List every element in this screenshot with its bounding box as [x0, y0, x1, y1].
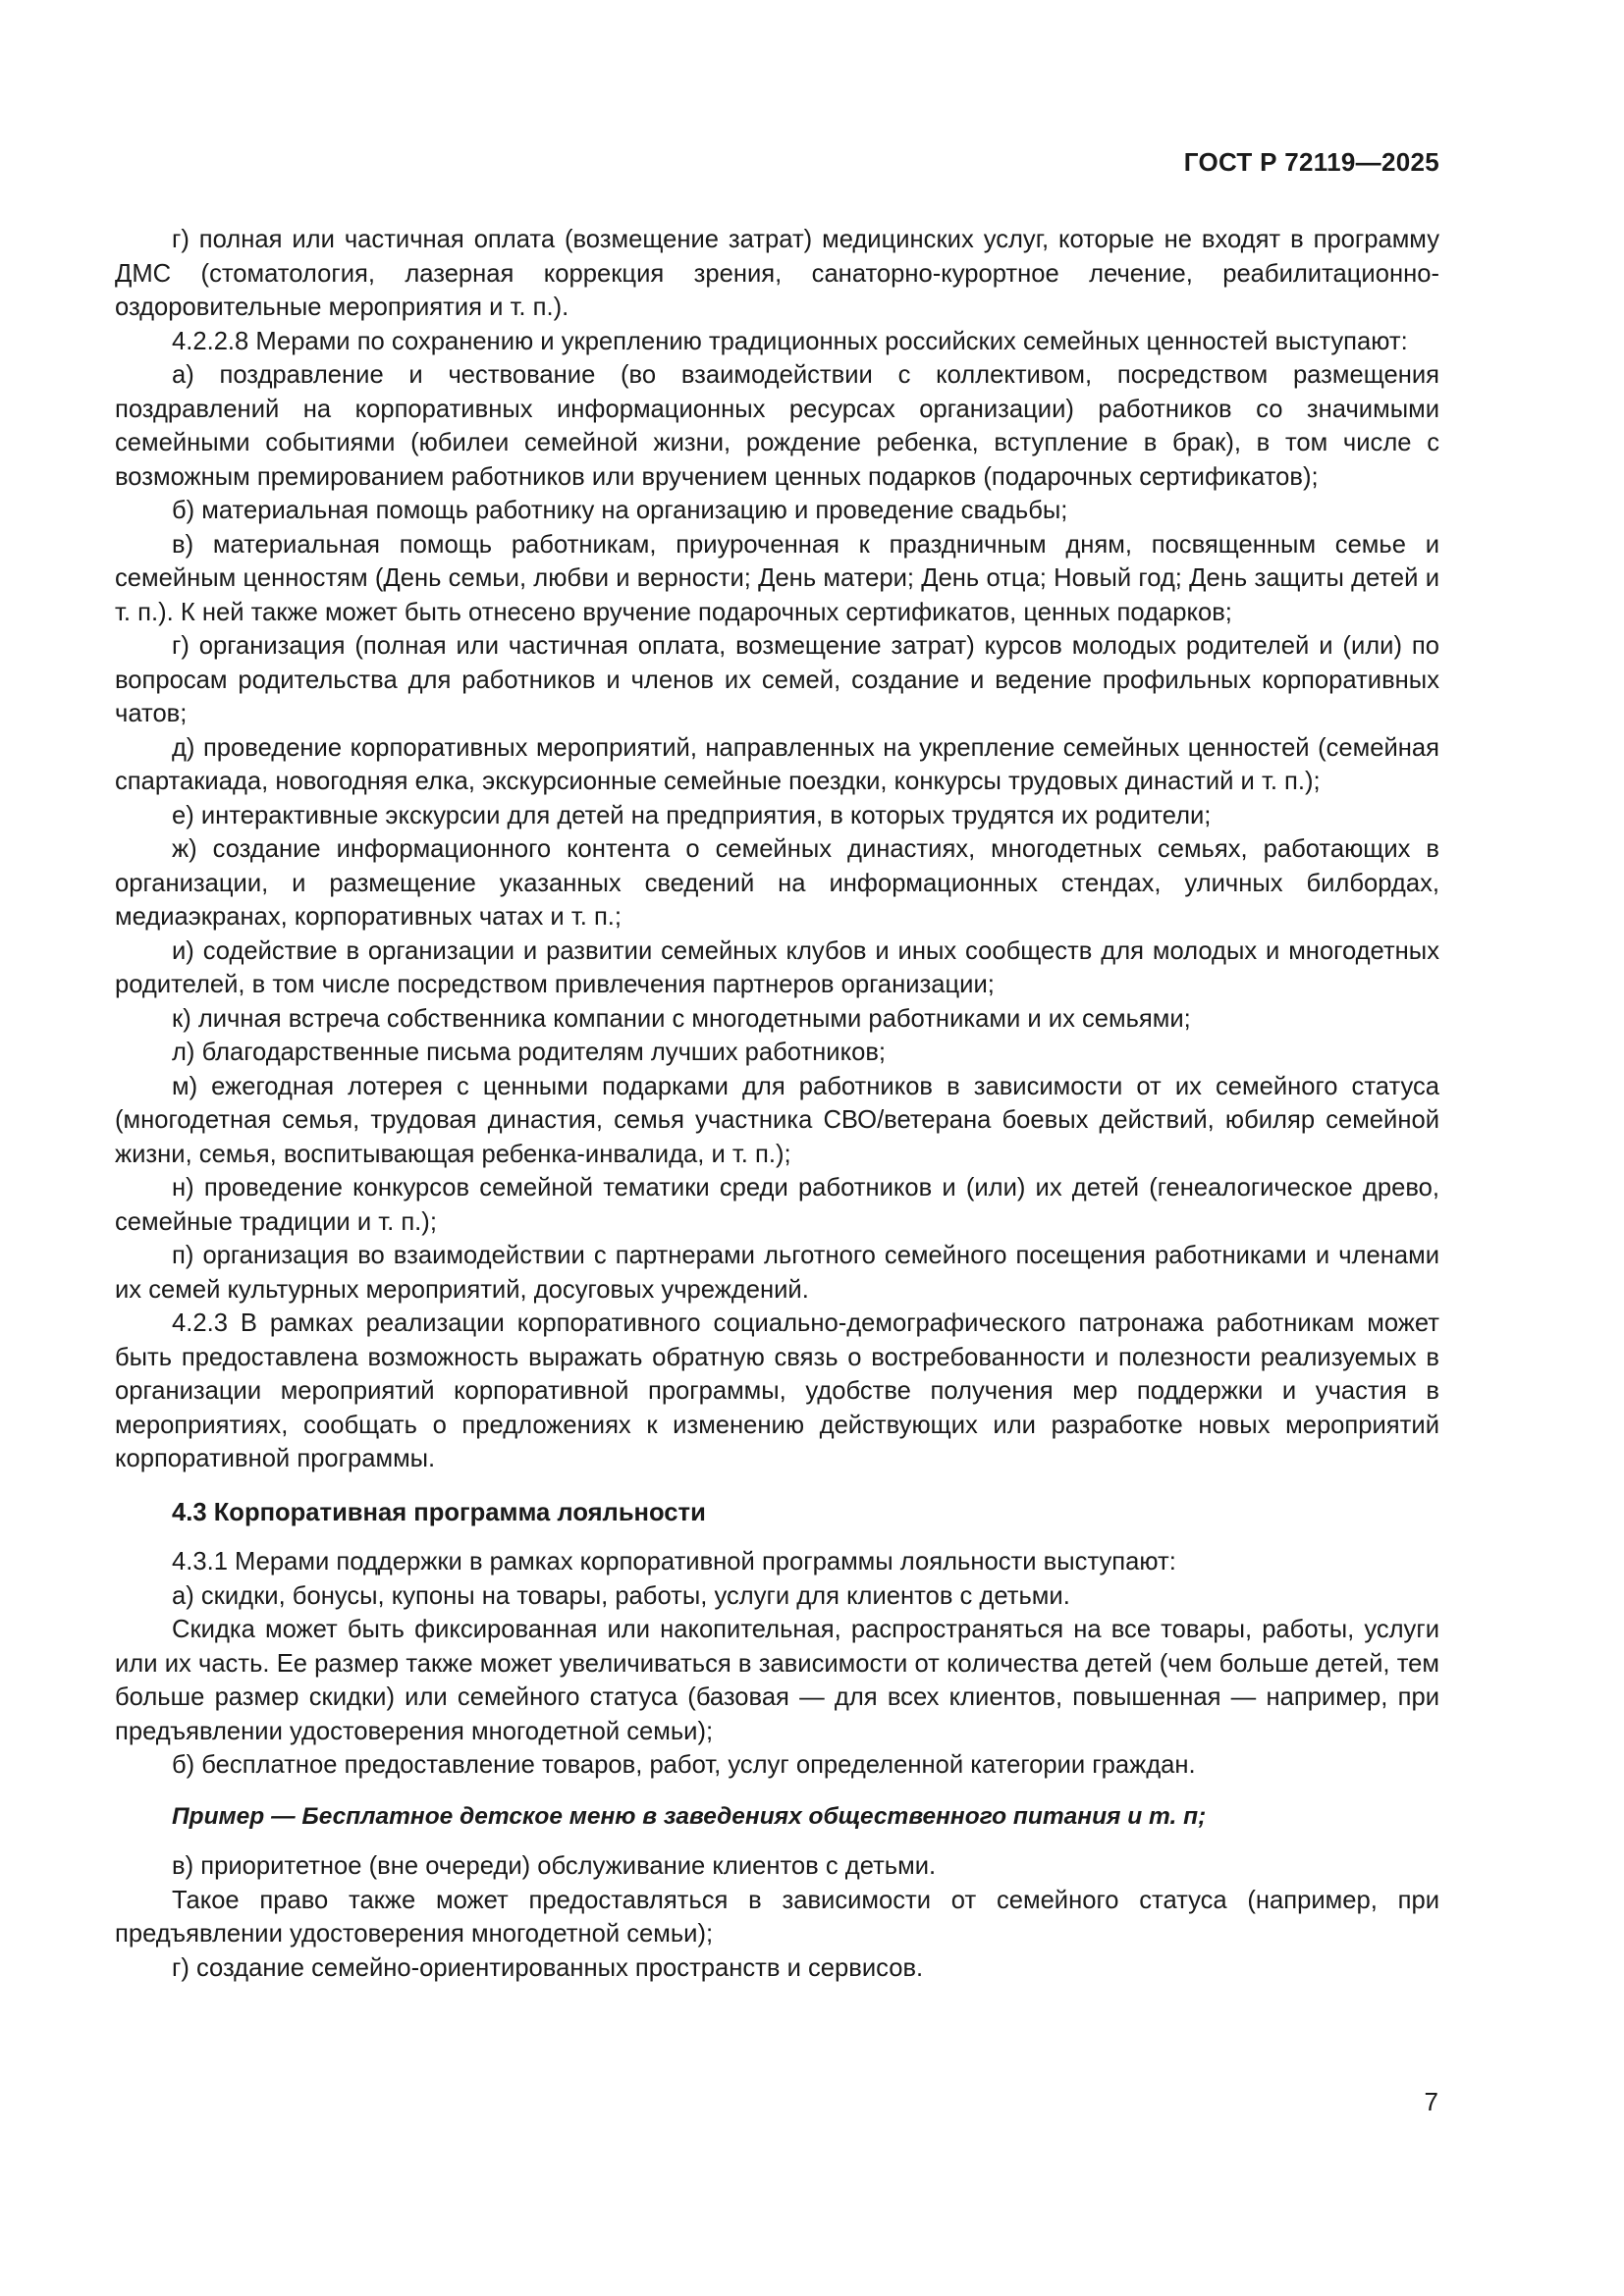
list-item: е) интерактивные экскурсии для детей на предприятия, в которых трудятся их родители; [172, 801, 1212, 829]
document-header: ГОСТ Р 72119—2025 [1183, 147, 1439, 177]
list-item: и) содействие в организации и развитии семейных клубов и иных сообществ для молодых и многодетных родителей, в том числе посредством привлечения партнеров организации; [115, 936, 1439, 998]
list-item: п) организация во взаимодействии с партнерами льготного семейного посещения работниками и членами их семей культурных мероприятий, досуговых учреждений. [115, 1242, 1439, 1304]
list-item: в) материальная помощь работникам, приуроченная к праздничным дням, посвященным семье и семейным ценностям (День семьи, любви и верности; День матери; День отца; Новый год; День защиты детей и т. п.). К ней также может быть отнесено вручение подарочных сертификатов, ценных подарков; [115, 530, 1439, 626]
list-item: а) поздравление и чествование (во взаимодействии с коллективом, посредством размещения поздравлений на корпоративных информационных ресурсах организации) работников со значимыми семейными событиями (юбилеи семейной жизни, рождение ребенка, вступление в брак), в том числе с возможным премированием работников или вручением ценных подарков (подарочных сертификатов); [115, 361, 1439, 491]
list-item: д) проведение корпоративных мероприятий, направленных на укрепление семейных ценностей (семейная спартакиада, новогодняя елка, экскурсионные семейные поездки, конкурсы трудовых династий и т. п.); [115, 733, 1439, 795]
list-item: г) создание семейно-ориентированных пространств и сервисов. [172, 1953, 924, 1982]
list-item: м) ежегодная лотерея с ценными подарками для работников в зависимости от их семейного статуса (многодетная семья, трудовая династия, семья участника СВО/ветерана боевых действий, юбиляр семейной жизни, семья, воспитывающая ребенка-инвалида, и т. п.); [115, 1072, 1439, 1168]
paragraph: г) полная или частичная оплата (возмещение затрат) медицинских услуг, которые не входят в программу ДМС (стоматология, лазерная коррекция зрения, санаторно-курортное лечение, реабилитационно-оздоровительные мероприятия и т. п.). [115, 226, 1439, 321]
list-item: г) организация (полная или частичная оплата, возмещение затрат) курсов молодых родителей и (или) по вопросам родительства для работников и членов их семей, создание и ведение профильных корпоративных чатов; [115, 632, 1439, 727]
list-item: ж) создание информационного контента о семейных династиях, многодетных семьях, работающих в организации, и размещение указанных сведений на информационных стендах, уличных билбордах, медиаэкранах, корпоративных чатах и т. п.; [115, 835, 1439, 931]
document-body [115, 223, 1439, 1985]
example-note: Пример — Бесплатное детское меню в заведениях общественного питания и т. п; [172, 1802, 1207, 1830]
list-item: б) материальная помощь работнику на организацию и проведение свадьбы; [172, 497, 1068, 524]
list-item: б) бесплатное предоставление товаров, работ, услуг определенной категории граждан. [172, 1751, 1196, 1779]
paragraph: Скидка может быть фиксированная или накопительная, распространяться на все товары, работы, услуги или их часть. Ее размер также может увеличиваться в зависимости от количества детей (чем больше детей, тем больше размер скидки) или семейного статуса (базовая — для всех клиентов, повышенная — например, при предъявлении удостоверения многодетной семьи); [115, 1616, 1439, 1745]
page-number: 7 [1424, 2087, 1438, 2116]
list-item: к) личная встреча собственника компании с многодетными работниками и их семьями; [172, 1004, 1191, 1033]
list-item: л) благодарственные письма родителям лучших работников; [172, 1039, 887, 1066]
paragraph: 4.3.1 Мерами поддержки в рамках корпоративной программы лояльности выступают: [172, 1548, 1176, 1575]
paragraph: 4.2.3 В рамках реализации корпоративного социально-демографического патронажа работникам может быть предоставлена возможность выражать обратную связь о востребованности и полезности реализуемых в организации мероприятий корпоративной программы, удобстве получения мер поддержки и участия в мероприятиях, сообщать о предложениях к изменению действующих или разработке новых мероприятий корпоративной программы. [115, 1309, 1439, 1472]
list-item: н) проведение конкурсов семейной тематики среди работников и (или) их детей (генеалогическое древо, семейные традиции и т. п.); [115, 1174, 1439, 1236]
paragraph: 4.2.2.8 Мерами по сохранению и укреплению традиционных российских семейных ценностей выступают: [172, 327, 1408, 355]
paragraph: Такое право также может предоставляться в зависимости от семейного статуса (например, при предъявлении удостоверения многодетной семьи); [115, 1886, 1439, 1948]
list-item: в) приоритетное (вне очереди) обслуживание клиентов с детьми. [172, 1852, 937, 1880]
section-heading: 4.3 Корпоративная программа лояльности [172, 1498, 706, 1526]
list-item: а) скидки, бонусы, купоны на товары, работы, услуги для клиентов с детьми. [172, 1581, 1070, 1610]
